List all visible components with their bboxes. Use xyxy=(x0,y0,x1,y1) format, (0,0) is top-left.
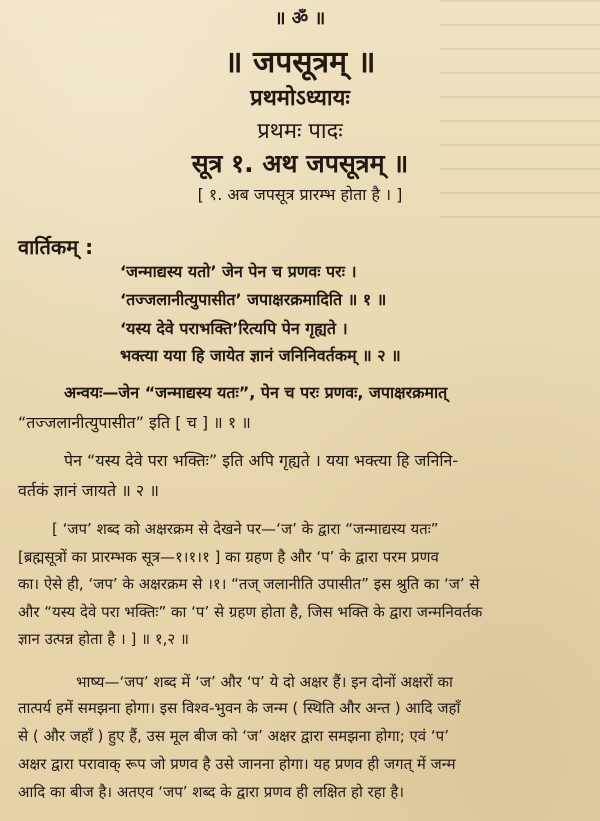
bhashya-line: अक्षर द्वारा परावाक् रूप जो प्रणव है उसे जानना होगा। यह प्रणव ही जगत् में जन्म xyxy=(18,755,456,773)
om-heading: ॥ ॐ ॥ xyxy=(274,8,326,29)
pada-heading: प्रथमः पादः xyxy=(257,119,343,144)
bhashya-line: से ( और जहाँ ) हुए हैं, उस मूल बीज को ‘ज’ अक्षर द्वारा समझना होगा; एवं ‘प’ xyxy=(18,727,449,745)
page-title: ॥ जपसूत्रम् ॥ xyxy=(224,45,376,80)
vartika-verse: भक्त्या यया हि जायेत ज्ञानं जनिनिवर्तकम् ॥ २ ॥ xyxy=(120,346,401,365)
vartika-verse: ‘तज्जलानीत्युपासीत’ जपाक्षरक्रमादिति ॥ १ ॥ xyxy=(120,290,387,309)
show-through-text xyxy=(440,0,600,240)
bhashya-line: आदि का बीज है। अतएव ‘जप’ शब्द के द्वारा प्रणव ही लक्षित हो रहा है। xyxy=(18,783,405,801)
bhashya-line: तात्पर्य हमें समझना होगा। इस विश्व-भुवन के जन्म ( स्थिति और अन्त ) आदि जहाँ xyxy=(18,699,461,717)
anvaya-line: अन्वयः—जेन “जन्माद्यस्य यतः”, पेन च परः प्रणवः, जपाक्षरक्रमात् xyxy=(64,383,448,402)
paragraph-line: वर्तकं ज्ञानं जायते ॥ २ ॥ xyxy=(18,481,159,500)
hindi-explanation-line: और “यस्य देवे परा भक्तिः” का ‘प’ से ग्रहण होता है, जिस भक्ति के द्वारा जन्मनिवर्तक xyxy=(18,603,483,621)
bhashya-line: भाष्य—‘जप’ शब्द में ‘ज’ और ‘प’ ये दो अक्षर हैं। इन दोनों अक्षरों का xyxy=(76,673,453,691)
hindi-explanation-line: का। ऐसे ही, ‘जप’ के अक्षरक्रम से ।१। “तज् जलानीति उपासीत” इस श्रुति का ‘ज’ से xyxy=(18,575,480,593)
hindi-explanation-line: [ ‘जप’ शब्द को अक्षरक्रम से देखने पर—‘ज’ के द्वारा “जन्माद्यस्य यतः” xyxy=(52,520,439,538)
hindi-explanation-line: ज्ञान उत्पन्न होता है । ] ॥ १,२ ॥ xyxy=(18,630,189,648)
sutra-note: [ १. अब जपसूत्र प्रारम्भ होता है । ] xyxy=(197,185,403,204)
vartika-verse: ‘यस्य देवे पराभक्ति’रित्यपि पेन गृह्यते । xyxy=(120,319,348,338)
chapter-heading: प्रथमोऽध्यायः xyxy=(250,86,350,111)
paragraph-line: पेन “यस्य देवे परा भक्तिः” इति अपि गृह्यते । यया भक्त्या हि जनिनि- xyxy=(64,451,459,470)
sutra-heading: सूत्र १. अथ जपसूत्रम् ॥ xyxy=(191,149,409,178)
hindi-explanation-line: [ब्रह्मसूत्रों का प्रारम्भक सूत्र—१।१।१ ] का ग्रहण है और ‘प’ के द्वारा परम प्रणव xyxy=(18,548,439,566)
vartika-heading: वार्तिकम् : xyxy=(18,235,94,259)
vartika-verse: ‘जन्माद्यस्य यतो’ जेन पेन च प्रणवः परः । xyxy=(120,262,357,281)
anvaya-line: “तज्जलानीत्युपासीत” इति [ च ] ॥ १ ॥ xyxy=(18,413,251,432)
